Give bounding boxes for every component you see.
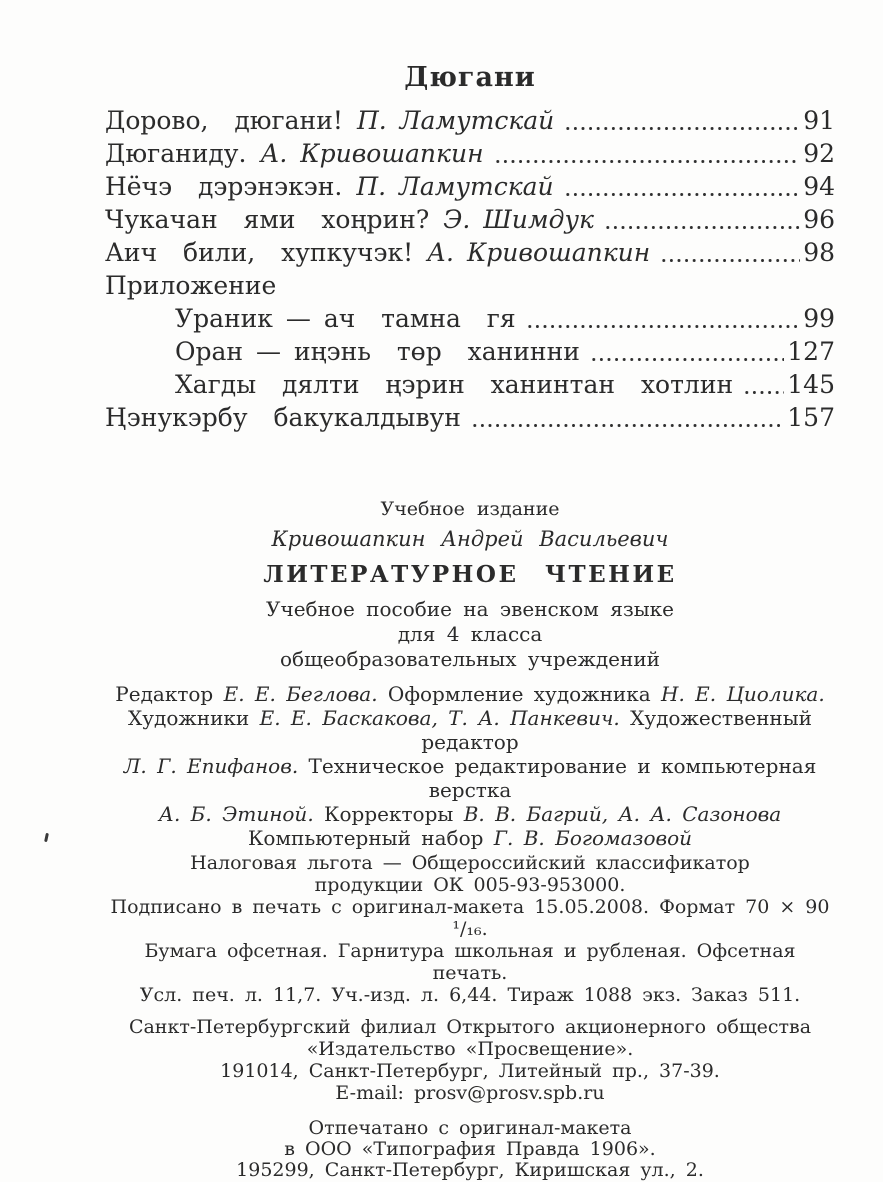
- staff-credits-block: [105, 682, 835, 850]
- toc-entry-title: Приложение: [105, 271, 277, 300]
- subtitle-block: [105, 597, 835, 672]
- toc-entry: [105, 368, 835, 401]
- toc-entry-title: Дюганиду.: [105, 139, 247, 168]
- toc-entry-page: 99: [803, 304, 835, 333]
- toc-entry: [105, 269, 835, 302]
- toc-entry-author: Э. Шимдук: [443, 205, 594, 234]
- print-info-line: продукции ОК 005-93-953000.: [314, 874, 626, 896]
- staff-line: [105, 754, 835, 802]
- toc-entry-page: 92: [803, 139, 835, 168]
- printer-block: [105, 1118, 835, 1181]
- toc-entry: [105, 203, 835, 236]
- toc-entry-page: 98: [803, 238, 835, 267]
- toc-entry-title: Дорово, дюгани!: [105, 106, 343, 135]
- dot-leader: [471, 424, 784, 427]
- dot-leader: [526, 325, 801, 328]
- toc-entry-author: П. Ламутскай: [356, 106, 555, 135]
- toc-entry-title: Ураник — ач тамна гя: [175, 304, 516, 333]
- toc-entry-page: 157: [787, 403, 835, 432]
- dot-leader: [743, 391, 784, 394]
- staff-name: Н. Е. Циолика.: [661, 682, 825, 706]
- staff-name: А. Б. Этиной.: [158, 802, 314, 826]
- toc-entry-title: Аич били, хупкучэк!: [105, 238, 414, 267]
- toc-entry-author: А. Кривошапкин: [260, 139, 484, 168]
- toc-entry-title: Оран — иңэнь төр ханинни: [175, 337, 580, 366]
- toc-entry: [105, 104, 835, 137]
- toc-entry: [105, 302, 835, 335]
- staff-role: Техническое редактирование и компьютерная верстка: [298, 754, 817, 802]
- toc-entry-page: 145: [787, 370, 835, 399]
- dot-leader: [494, 160, 801, 163]
- print-info-block: [105, 852, 835, 1006]
- dot-leader: [660, 259, 800, 262]
- toc-entry-title: Нёчэ дэрэнэкэн.: [105, 172, 343, 201]
- toc-list: [105, 104, 835, 434]
- staff-role: Корректоры: [313, 802, 464, 826]
- publisher-block: [105, 1016, 835, 1104]
- staff-name: Л. Г. Епифанов.: [123, 754, 299, 778]
- subtitle-line: Учебное пособие на эвенском языке: [266, 597, 674, 621]
- printer-line: в ООО «Типография Правда 1906».: [284, 1138, 656, 1160]
- toc-entry-author: А. Кривошапкин: [427, 238, 651, 267]
- author-full-name: Кривошапкин Андрей Васильевич: [271, 527, 669, 551]
- staff-role: Компьютерный набор: [247, 826, 494, 850]
- toc-entry-title: Хагды дялти ңэрин ханинтан хотлин: [175, 370, 734, 399]
- dot-leader: [564, 193, 801, 196]
- toc-entry-title: Чукачан ями хоңрин?: [105, 205, 430, 234]
- subtitle-line: общеобразовательных учреждений: [280, 647, 660, 671]
- toc-section-title: Дюгани: [404, 62, 536, 93]
- print-info-line: Бумага офсетная. Гарнитура школьная и рубленая. Офсетная печать.: [144, 940, 796, 984]
- toc-entry-page: 96: [803, 205, 835, 234]
- staff-name: Е. Е. Баскакова, Т. А. Панкевич.: [259, 706, 620, 730]
- edition-note: Учебное издание: [380, 498, 560, 520]
- toc-entry-title: Ңэнукэрбу бакукалдывун: [105, 403, 461, 432]
- publisher-line: Санкт-Петербургский филиал Открытого акционерного общества: [128, 1016, 812, 1038]
- staff-line: [105, 802, 835, 826]
- toc-entry: [105, 236, 835, 269]
- print-artifact: [44, 833, 49, 842]
- book-title: ЛИТЕРАТУРНОЕ ЧТЕНИЕ: [263, 561, 677, 588]
- staff-name: Г. В. Богомазовой: [493, 826, 693, 850]
- print-info-line: Подписано в печать с оригинал-макета 15.05.2008. Формат 70 × 90 ¹/₁₆.: [110, 896, 830, 940]
- toc-entry: [105, 401, 835, 434]
- staff-name: Е. Е. Беглова.: [223, 682, 378, 706]
- toc-entry: [105, 335, 835, 368]
- publisher-line: E-mail: prosv@prosv.spb.ru: [335, 1082, 605, 1104]
- publisher-line: «Издательство «Просвещение».: [306, 1038, 634, 1060]
- print-info-line: Усл. печ. л. 11,7. Уч.-изд. л. 6,44. Тираж 1088 экз. Заказ 511.: [139, 984, 801, 1006]
- staff-role: Оформление художника: [377, 682, 662, 706]
- toc-entry: [105, 137, 835, 170]
- publisher-line: 191014, Санкт-Петербург, Литейный пр., 37-39.: [220, 1060, 720, 1082]
- printer-line: 195299, Санкт-Петербург, Киришская ул., 2.: [236, 1159, 704, 1181]
- toc-entry-page: 91: [803, 106, 835, 135]
- print-info-line: Налоговая льгота — Общероссийский классификатор: [190, 852, 750, 874]
- dot-leader: [590, 358, 784, 361]
- dot-leader: [564, 127, 800, 130]
- staff-name: В. В. Багрий, А. А. Сазонова: [463, 802, 782, 826]
- toc-entry-page: 94: [803, 172, 835, 201]
- page-content: [105, 0, 835, 1181]
- staff-role: Редактор: [115, 682, 224, 706]
- printer-line: Отпечатано с оригинал-макета: [308, 1117, 632, 1139]
- colophon: [105, 498, 835, 1181]
- staff-line: [105, 826, 835, 850]
- toc-entry-page: 127: [787, 337, 835, 366]
- staff-role: Художники: [128, 706, 260, 730]
- dot-leader: [604, 226, 800, 229]
- subtitle-line: для 4 класса: [397, 622, 543, 646]
- toc-entry: [105, 170, 835, 203]
- toc-entry-author: П. Ламутскай: [356, 172, 554, 201]
- staff-role: Художественный редактор: [421, 706, 812, 754]
- staff-line: [105, 706, 835, 754]
- staff-line: [105, 682, 835, 706]
